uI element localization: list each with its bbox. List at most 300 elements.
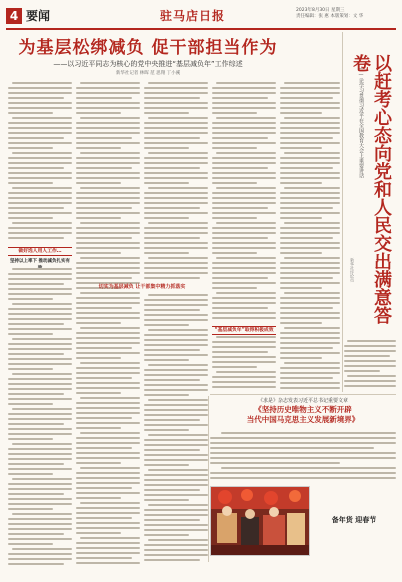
text-line	[76, 402, 140, 404]
text-line	[8, 318, 72, 320]
text-line	[8, 298, 53, 300]
text-line	[144, 122, 208, 124]
text-line	[144, 127, 208, 129]
text-line	[344, 350, 396, 352]
text-line	[76, 477, 140, 479]
text-line	[8, 558, 72, 560]
text-line	[8, 453, 72, 455]
text-line	[8, 403, 53, 405]
text-line	[144, 484, 208, 486]
text-line	[280, 322, 322, 324]
text-line	[8, 92, 72, 94]
text-line	[76, 332, 140, 334]
text-line	[144, 97, 200, 99]
text-line	[76, 312, 140, 314]
text-line	[212, 297, 276, 299]
text-line	[148, 329, 208, 331]
section-name: 要闻	[26, 9, 51, 23]
text-line	[280, 337, 340, 339]
text-line	[76, 122, 140, 124]
text-line	[144, 534, 189, 536]
text-line	[284, 117, 340, 119]
text-line	[144, 207, 200, 209]
text-line	[280, 122, 340, 124]
text-line	[80, 292, 140, 294]
text-line	[144, 182, 189, 184]
text-line	[8, 448, 72, 450]
main-subheadline: ——以习近平同志为核心的党中央推进“基层减负年”工作综述	[53, 60, 243, 68]
text-line	[280, 357, 322, 359]
text-line	[8, 368, 53, 370]
text-line	[76, 452, 140, 454]
text-line	[212, 282, 276, 284]
text-line	[148, 187, 208, 189]
text-line	[76, 427, 121, 429]
text-line	[76, 172, 140, 174]
text-line	[76, 132, 140, 134]
text-line	[144, 334, 208, 336]
subhead-3: “基层减负年”取得积极成效	[212, 326, 276, 335]
text-line	[8, 227, 72, 229]
text-line	[12, 82, 72, 84]
text-line	[8, 172, 72, 174]
text-line	[344, 345, 396, 347]
text-line	[212, 172, 276, 174]
text-column-1b	[8, 268, 72, 568]
text-line	[144, 309, 200, 311]
text-line	[76, 562, 140, 564]
text-line	[76, 197, 140, 199]
text-line	[144, 147, 189, 149]
text-line	[76, 192, 140, 194]
text-line	[76, 337, 140, 339]
text-line	[212, 102, 276, 104]
book-text	[210, 432, 396, 482]
text-line	[76, 317, 140, 319]
text-line	[212, 212, 276, 214]
text-line	[280, 87, 340, 89]
text-line	[76, 377, 132, 379]
text-line	[216, 257, 276, 259]
text-line	[76, 382, 140, 384]
text-line	[212, 267, 276, 269]
text-line	[212, 307, 268, 309]
text-line	[76, 227, 140, 229]
text-line	[280, 112, 322, 114]
text-line	[144, 267, 208, 269]
text-line	[280, 212, 340, 214]
text-line	[80, 222, 140, 224]
text-line	[76, 487, 132, 489]
text-line	[280, 332, 340, 334]
text-line	[76, 137, 132, 139]
text-line	[148, 257, 208, 259]
text-line	[144, 524, 208, 526]
text-line	[148, 434, 208, 436]
text-line	[212, 162, 276, 164]
text-line	[144, 544, 208, 546]
text-line	[144, 529, 208, 531]
text-line	[280, 127, 340, 129]
text-line	[8, 363, 72, 365]
main-headline: 为基层松绑减负 促干部担当作为	[18, 38, 278, 58]
text-line	[210, 477, 396, 479]
text-line	[8, 423, 64, 425]
text-line	[76, 507, 140, 509]
text-line	[148, 82, 208, 84]
text-line	[212, 381, 276, 383]
text-line	[280, 227, 340, 229]
text-line	[144, 167, 200, 169]
text-line	[8, 122, 72, 124]
text-line	[347, 340, 396, 342]
text-line	[144, 394, 189, 396]
text-line	[76, 422, 140, 424]
text-line	[144, 177, 208, 179]
text-line	[212, 192, 276, 194]
text-line	[76, 447, 132, 449]
text-line	[12, 478, 72, 480]
text-line	[76, 417, 132, 419]
text-line	[12, 548, 72, 550]
text-line	[212, 361, 276, 363]
text-line	[76, 412, 140, 414]
text-line	[212, 112, 257, 114]
text-line	[76, 207, 132, 209]
text-line	[80, 362, 140, 364]
text-line	[144, 449, 200, 451]
text-line	[8, 177, 72, 179]
text-line	[8, 348, 72, 350]
text-line	[210, 447, 374, 449]
text-line	[76, 322, 121, 324]
text-line	[148, 364, 208, 366]
text-line	[12, 187, 72, 189]
text-line	[344, 370, 380, 372]
text-line	[76, 437, 140, 439]
text-line	[144, 489, 200, 491]
text-line	[210, 462, 340, 464]
column-rule	[208, 396, 209, 562]
text-line	[76, 157, 140, 159]
text-line	[8, 162, 72, 164]
text-line	[280, 177, 340, 179]
text-line	[12, 303, 72, 305]
text-line	[144, 519, 200, 521]
text-line	[76, 212, 140, 214]
text-line	[280, 277, 333, 279]
text-line	[284, 187, 340, 189]
text-line	[8, 328, 72, 330]
text-line	[280, 97, 333, 99]
text-column-2	[76, 82, 140, 568]
text-line	[280, 302, 340, 304]
text-line	[212, 317, 276, 319]
text-line	[344, 355, 390, 357]
text-line	[280, 132, 340, 134]
text-line	[280, 137, 333, 139]
text-line	[8, 278, 72, 280]
text-line	[8, 107, 72, 109]
text-line	[76, 162, 140, 164]
text-line	[144, 112, 189, 114]
text-line	[210, 457, 396, 459]
text-line	[212, 177, 276, 179]
text-line	[212, 366, 257, 368]
text-line	[8, 508, 53, 510]
text-line	[344, 385, 396, 387]
header-meta: 2023年8月30日 星期三 责任编辑：张 惠 本版策划：文 华	[296, 8, 364, 19]
text-line	[347, 375, 396, 377]
text-line	[144, 142, 208, 144]
text-line	[76, 442, 140, 444]
text-line	[212, 217, 257, 219]
text-line	[210, 452, 396, 454]
text-line	[8, 343, 72, 345]
text-line	[148, 539, 208, 541]
text-line	[8, 383, 72, 385]
text-line	[8, 112, 53, 114]
text-line	[148, 222, 208, 224]
page-header	[6, 6, 396, 30]
text-line	[8, 358, 72, 360]
text-line	[144, 479, 208, 481]
text-line	[76, 87, 140, 89]
text-line	[80, 117, 140, 119]
text-line	[280, 352, 340, 354]
text-line	[144, 172, 208, 174]
text-line	[148, 399, 208, 401]
masthead: 驻马店日报	[160, 9, 226, 23]
text-line	[80, 432, 140, 434]
text-line	[144, 494, 208, 496]
text-line	[144, 252, 189, 254]
text-line	[76, 247, 140, 249]
text-line	[144, 559, 200, 561]
text-line	[76, 542, 140, 544]
text-line	[280, 232, 340, 234]
text-line	[212, 302, 276, 304]
text-line	[80, 327, 140, 329]
text-line	[80, 397, 140, 399]
text-line	[8, 197, 72, 199]
text-line	[8, 473, 53, 475]
text-line	[76, 252, 121, 254]
subhead-2: 切实为基层减负 让干部集中精力抓落实	[98, 284, 186, 290]
text-line	[212, 197, 276, 199]
text-line	[144, 299, 208, 301]
text-line	[76, 97, 132, 99]
text-line	[144, 374, 208, 376]
text-line	[212, 202, 276, 204]
text-line	[76, 547, 140, 549]
text-line	[76, 302, 140, 304]
text-line	[8, 523, 72, 525]
text-line	[280, 242, 340, 244]
text-line	[8, 533, 64, 535]
text-line	[280, 297, 340, 299]
text-line	[8, 137, 64, 139]
text-line	[148, 152, 208, 154]
text-line	[344, 360, 396, 362]
text-line	[76, 492, 140, 494]
text-line	[212, 287, 257, 289]
text-line	[8, 503, 72, 505]
text-line	[80, 257, 140, 259]
text-line	[144, 339, 208, 341]
text-line	[144, 354, 208, 356]
text-line	[8, 132, 72, 134]
text-line	[144, 389, 208, 391]
text-line	[8, 393, 64, 395]
text-line	[76, 262, 140, 264]
text-line	[144, 217, 189, 219]
text-line	[8, 142, 72, 144]
commentary-banner	[344, 36, 396, 336]
text-line	[144, 369, 208, 371]
text-line	[76, 392, 121, 394]
text-line	[76, 522, 140, 524]
text-line	[76, 267, 140, 269]
text-line	[8, 87, 72, 89]
text-line	[144, 272, 208, 274]
text-line	[280, 142, 340, 144]
text-line	[212, 147, 257, 149]
text-line	[76, 342, 140, 344]
text-line	[212, 207, 268, 209]
text-line	[76, 112, 121, 114]
book-line-2: 《坚持历史唯物主义不断开辟	[254, 405, 352, 414]
text-line	[280, 192, 340, 194]
text-line	[8, 433, 72, 435]
text-line	[76, 357, 121, 359]
text-line	[284, 152, 340, 154]
text-line	[76, 237, 132, 239]
text-line	[144, 262, 208, 264]
text-line	[144, 439, 208, 441]
text-line	[212, 252, 257, 254]
text-line	[76, 372, 140, 374]
byline: 新华社记者 林晖 范 思翔 丁小溪	[115, 71, 181, 76]
text-line	[144, 314, 208, 316]
text-line	[221, 467, 396, 469]
text-line	[216, 187, 276, 189]
text-line	[144, 247, 208, 249]
text-line	[76, 167, 132, 169]
subhead-1: 坚持以上率下 推动减负扎实有	[9, 259, 71, 264]
text-line	[8, 147, 53, 149]
text-line	[212, 376, 276, 378]
text-line	[284, 327, 340, 329]
text-line	[76, 92, 140, 94]
text-line	[280, 342, 340, 344]
text-line	[8, 333, 53, 335]
text-line	[144, 444, 208, 446]
text-line	[212, 386, 276, 388]
text-line	[80, 82, 140, 84]
text-line	[144, 514, 208, 516]
text-line	[144, 192, 208, 194]
text-line	[280, 272, 340, 274]
text-line	[8, 518, 72, 520]
text-line	[144, 242, 208, 244]
text-line	[80, 187, 140, 189]
text-line	[284, 257, 340, 259]
text-line	[284, 82, 340, 84]
text-line	[8, 102, 72, 104]
book-announcement	[210, 398, 396, 425]
text-line	[280, 182, 322, 184]
text-line	[144, 359, 189, 361]
commentary-source: 新华社评论员	[350, 258, 355, 282]
text-line	[8, 308, 72, 310]
photo-caption: 备年货 迎春节	[331, 516, 377, 524]
text-line	[76, 352, 140, 354]
book-line-1: 《求是》杂志发表习近平总书记重要文章	[257, 398, 348, 404]
text-line	[144, 464, 189, 466]
text-line	[144, 324, 189, 326]
text-line	[144, 319, 208, 321]
text-line	[76, 517, 132, 519]
text-line	[76, 472, 140, 474]
text-line	[344, 380, 396, 382]
text-line	[8, 483, 72, 485]
text-line	[280, 262, 340, 264]
text-column-6	[344, 340, 396, 394]
text-line	[8, 157, 72, 159]
market-photo-image	[211, 487, 309, 555]
text-line	[284, 222, 340, 224]
text-line	[144, 349, 200, 351]
text-column-3	[144, 82, 208, 282]
text-line	[8, 528, 72, 530]
text-line	[212, 227, 276, 229]
text-line	[76, 272, 140, 274]
text-line	[12, 373, 72, 375]
text-line	[8, 237, 64, 239]
text-line	[280, 197, 340, 199]
text-line	[8, 463, 64, 465]
text-line	[8, 192, 72, 194]
text-line	[212, 87, 276, 89]
text-line	[76, 127, 140, 129]
text-line	[212, 262, 276, 264]
text-line	[280, 267, 340, 269]
text-line	[280, 282, 340, 284]
text-line	[76, 407, 140, 409]
text-line	[76, 102, 140, 104]
text-line	[212, 167, 268, 169]
text-line	[280, 247, 340, 249]
text-line	[8, 202, 72, 204]
text-line	[280, 387, 340, 389]
text-line	[144, 429, 189, 431]
text-line	[76, 512, 140, 514]
text-line	[144, 304, 208, 306]
text-line	[212, 142, 276, 144]
text-line	[284, 292, 340, 294]
text-line	[344, 365, 396, 367]
text-line	[212, 341, 276, 343]
text-line	[8, 127, 72, 129]
text-line	[8, 458, 72, 460]
text-line	[76, 217, 121, 219]
text-line	[76, 307, 132, 309]
text-line	[144, 554, 208, 556]
text-line	[8, 182, 53, 184]
text-line	[144, 92, 208, 94]
text-line	[280, 377, 333, 379]
